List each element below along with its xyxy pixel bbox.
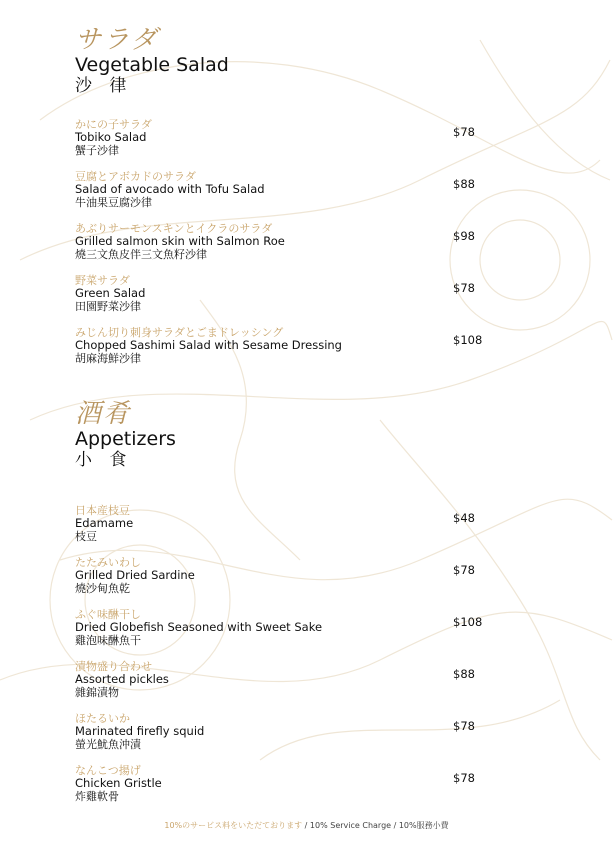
item-price: $108: [453, 333, 483, 347]
item-price: $78: [453, 719, 475, 733]
item-name-jp: あぶりサーモンスキンとイクラのサラダ: [75, 222, 273, 235]
menu-item: [75, 660, 525, 712]
item-name-en: Chopped Sashimi Salad with Sesame Dressing: [75, 338, 342, 352]
item-name-zh: 田園野菜沙律: [75, 300, 141, 313]
item-name-zh: 枝豆: [75, 530, 97, 543]
menu-item: [75, 764, 525, 816]
item-name-en: Tobiko Salad: [75, 130, 147, 144]
item-name-jp: かにの子サラダ: [75, 118, 152, 131]
menu-item: [75, 326, 525, 378]
appetizers-title-zh: 小 食: [75, 450, 133, 470]
item-name-en: Green Salad: [75, 286, 146, 300]
item-name-zh: 胡麻海鮮沙律: [75, 352, 141, 365]
item-price: $98: [453, 229, 475, 243]
item-price: $88: [453, 667, 475, 681]
service-charge-note: [0, 820, 613, 831]
appetizers-section-header: [75, 400, 555, 470]
menu-item: [75, 556, 525, 608]
item-name-en: Edamame: [75, 516, 134, 530]
item-name-en: Marinated firefly squid: [75, 724, 205, 738]
item-name-zh: 炸雞軟骨: [75, 790, 119, 803]
item-price: $78: [453, 771, 475, 785]
item-name-zh: 雜錦漬物: [75, 686, 119, 699]
appetizers-title-jp: 酒肴: [75, 399, 132, 429]
salad-title-zh: 沙 律: [75, 76, 133, 96]
item-name-en: Dried Globefish Seasoned with Sweet Sake: [75, 620, 323, 634]
item-name-jp: たたみいわし: [75, 556, 141, 569]
salad-item-list: [75, 118, 525, 378]
menu-item: [75, 608, 525, 660]
menu-item: [75, 712, 525, 764]
salad-title-jp: サラダ: [75, 25, 159, 55]
item-name-zh: 燒三文魚皮伴三文魚籽沙律: [75, 248, 207, 261]
item-name-zh: 牛油果豆腐沙律: [75, 196, 152, 209]
item-name-en: Grilled salmon skin with Salmon Roe: [75, 234, 285, 248]
appetizers-title-en: Appetizers: [75, 428, 176, 450]
item-name-jp: 日本産枝豆: [75, 504, 130, 517]
item-name-jp: 野菜サラダ: [75, 274, 130, 287]
menu-item: [75, 274, 525, 326]
appetizers-item-list: [75, 504, 525, 816]
item-name-en: Assorted pickles: [75, 672, 169, 686]
item-price: $78: [453, 281, 475, 295]
item-name-jp: なんこつ揚げ: [75, 764, 141, 777]
menu-item: [75, 170, 525, 222]
menu-item: [75, 504, 525, 556]
item-name-en: Chicken Gristle: [75, 776, 162, 790]
item-price: $78: [453, 125, 475, 139]
item-name-zh: 雞泡味醂魚干: [75, 634, 141, 647]
item-price: $78: [453, 563, 475, 577]
menu-item: [75, 222, 525, 274]
service-charge-jp: 10%のサービス料をいただております: [164, 821, 303, 830]
item-price: $88: [453, 177, 475, 191]
item-name-en: Salad of avocado with Tofu Salad: [75, 182, 265, 196]
item-name-jp: 漬物盛り合わせ: [75, 660, 152, 673]
item-name-jp: みじん切り刺身サラダとごまドレッシング: [75, 326, 284, 339]
item-price: $108: [453, 615, 483, 629]
item-name-jp: ふぐ味醂干し: [75, 608, 141, 621]
salad-section-header: [75, 26, 555, 96]
item-name-en: Grilled Dried Sardine: [75, 568, 195, 582]
menu-item: [75, 118, 525, 170]
item-name-zh: 燒沙甸魚乾: [75, 582, 130, 595]
service-charge-en-zh: / 10% Service Charge / 10%服務小費: [302, 821, 449, 830]
item-price: $48: [453, 511, 475, 525]
item-name-jp: 豆腐とアボカドのサラダ: [75, 170, 196, 183]
item-name-zh: 螢光魷魚沖漬: [75, 738, 141, 751]
item-name-zh: 蟹子沙律: [75, 144, 119, 157]
item-name-jp: ほたるいか: [75, 712, 130, 725]
salad-title-en: Vegetable Salad: [75, 54, 229, 76]
